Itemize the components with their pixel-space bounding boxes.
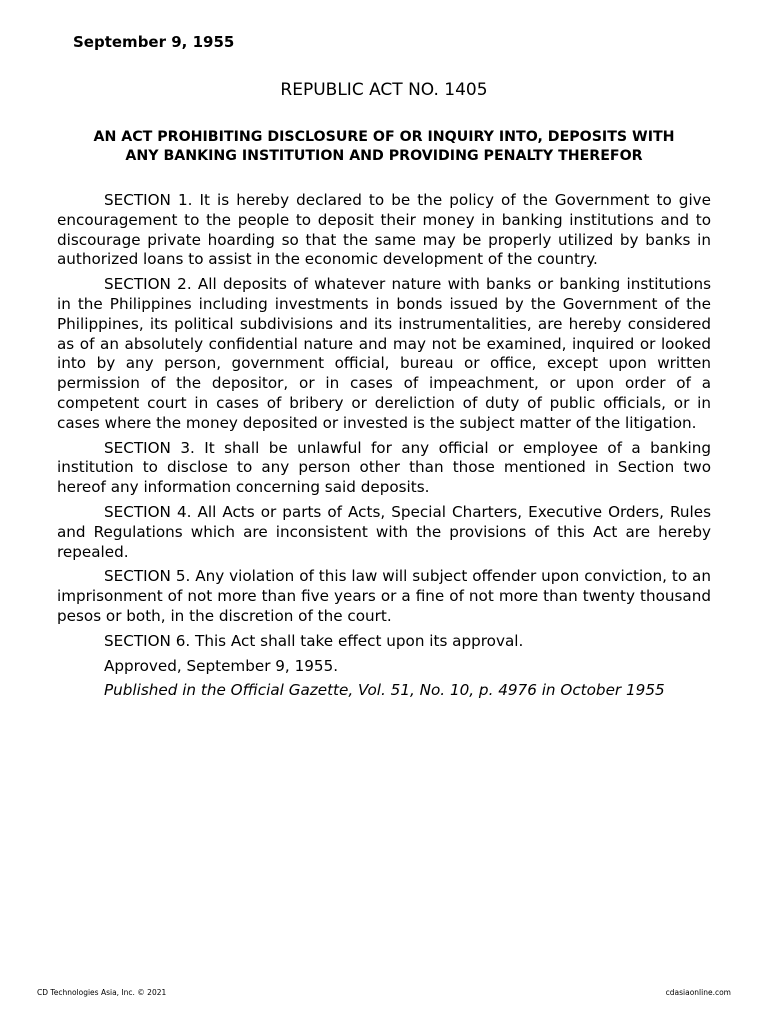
section-5: SECTION 5. Any violation of this law will subject offender upon conviction, to an imprisonment of not more than five years or a fine of not more than twenty thousand pesos or both, in the discretion of the court.: [57, 567, 711, 625]
section-4: SECTION 4. All Acts or parts of Acts, Special Charters, Executive Orders, Rules and Regulations which are inconsistent with the provisions of this Act are hereby repealed.: [57, 502, 711, 561]
section-1: SECTION 1. It is hereby declared to be the policy of the Government to give encouragement to the people to deposit their money in banking institutions and to discourage private hoarding so that the same may be properly utilized by banks in authorized loans to assist in the economic development of the country.: [57, 191, 711, 269]
section-2: SECTION 2. All deposits of whatever nature with banks or banking institutions in the Philippines including investments in bonds issued by the Government of the Philippines, its political subdivisions and its instrumentalities, are hereby considered as of an absolutely confidential nature and may not be examined, inquired or looked into by any person, government official, bureau or office, except upon written permission of the depositor, or in cases of impeachment, or upon order of a competent court in cases of bribery or dereliction of duty of public officials, or in cases where the money deposited or invested is the subject matter of the litigation.: [57, 275, 711, 432]
act-title-line-2: ANY BANKING INSTITUTION AND PROVIDING PENALTY THEREFOR: [125, 148, 643, 164]
approval-note: Approved, September 9, 1955.: [104, 656, 339, 675]
act-title: [57, 128, 711, 166]
publication-note: Published in the Official Gazette, Vol. 51, No. 10, p. 4976 in October 1955: [104, 681, 665, 700]
footer-copyright: CD Technologies Asia, Inc. © 2021: [37, 988, 167, 997]
act-number: REPUBLIC ACT NO. 1405: [280, 80, 488, 100]
section-6: SECTION 6. This Act shall take effect upon its approval.: [104, 631, 524, 650]
act-body: [57, 191, 711, 706]
footer-website: cdasiaonline.com: [665, 988, 731, 997]
section-3: SECTION 3. It shall be unlawful for any official or employee of a banking institution to disclose to any person other than those mentioned in Section two hereof any information concerning said deposits.: [57, 438, 711, 497]
document-date: September 9, 1955: [73, 33, 235, 51]
act-title-line-1: AN ACT PROHIBITING DISCLOSURE OF OR INQUIRY INTO, DEPOSITS WITH: [93, 129, 675, 145]
